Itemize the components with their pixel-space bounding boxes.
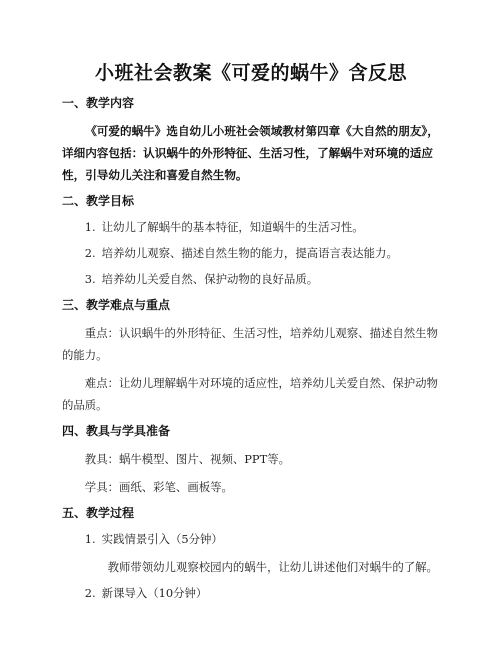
goal-item-2 [62,244,444,262]
goal-item-number: 1. [84,220,96,234]
process-step-1 [62,530,444,548]
goal-item-number: 3. [84,272,96,286]
section-heading-content: 一、教学内容 [62,96,135,110]
teaching-aids-paragraph: 教具：蜗牛模型、图片、视频、PPT等。 [84,452,290,466]
section-heading-key-points: 三、教学难点与重点 [62,298,171,312]
document-title: 小班社会教案《可爱的蜗牛》含反思 [94,62,407,84]
goal-item-text: 培养幼儿观察、描述自然生物的能力，提高语言表达能力。 [101,246,398,260]
process-step-text: 新课导入（10分钟） [101,586,208,600]
section-heading-goals: 二、教学目标 [62,194,135,208]
document-body [62,94,444,610]
goal-item-text: 让幼儿了解蜗牛的基本特征，知道蜗牛的生活习性。 [101,220,364,234]
goal-item-1 [62,218,444,236]
process-step-number: 2. [84,586,96,600]
key-point-paragraph: 重点：认识蜗牛的外形特征、生活习性，培养幼儿观察、描述自然生物的能力。 [62,326,438,362]
section-content-paragraph: 《可爱的蜗牛》选自幼儿小班社会领域教材第四章《大自然的朋友》，详细内容包括：认识蜗牛的外形特征、生活习性，了解蜗牛对环境的适应性，引导幼儿关注和喜爱自然生物。 [62,124,439,182]
section-heading-process: 五、教学过程 [62,506,135,520]
learning-tools-paragraph: 学具：画纸、彩笔、画板等。 [84,480,233,494]
process-step-1-detail: 教师带领幼儿观察校园内的蜗牛，让幼儿讲述他们对蜗牛的了解。 [107,560,438,574]
process-step-number: 1. [84,532,96,546]
goal-item-number: 2. [84,246,96,260]
section-heading-materials: 四、教具与学具准备 [62,424,171,438]
process-step-text: 实践情景引入（5分钟） [101,532,223,546]
goal-item-text: 培养幼儿关爱自然、保护动物的良好品质。 [101,272,319,286]
goal-item-3 [62,270,444,288]
process-step-2 [62,584,444,602]
difficulty-paragraph: 难点：让幼儿理解蜗牛对环境的适应性，培养幼儿关爱自然、保护动物的品质。 [62,376,438,412]
